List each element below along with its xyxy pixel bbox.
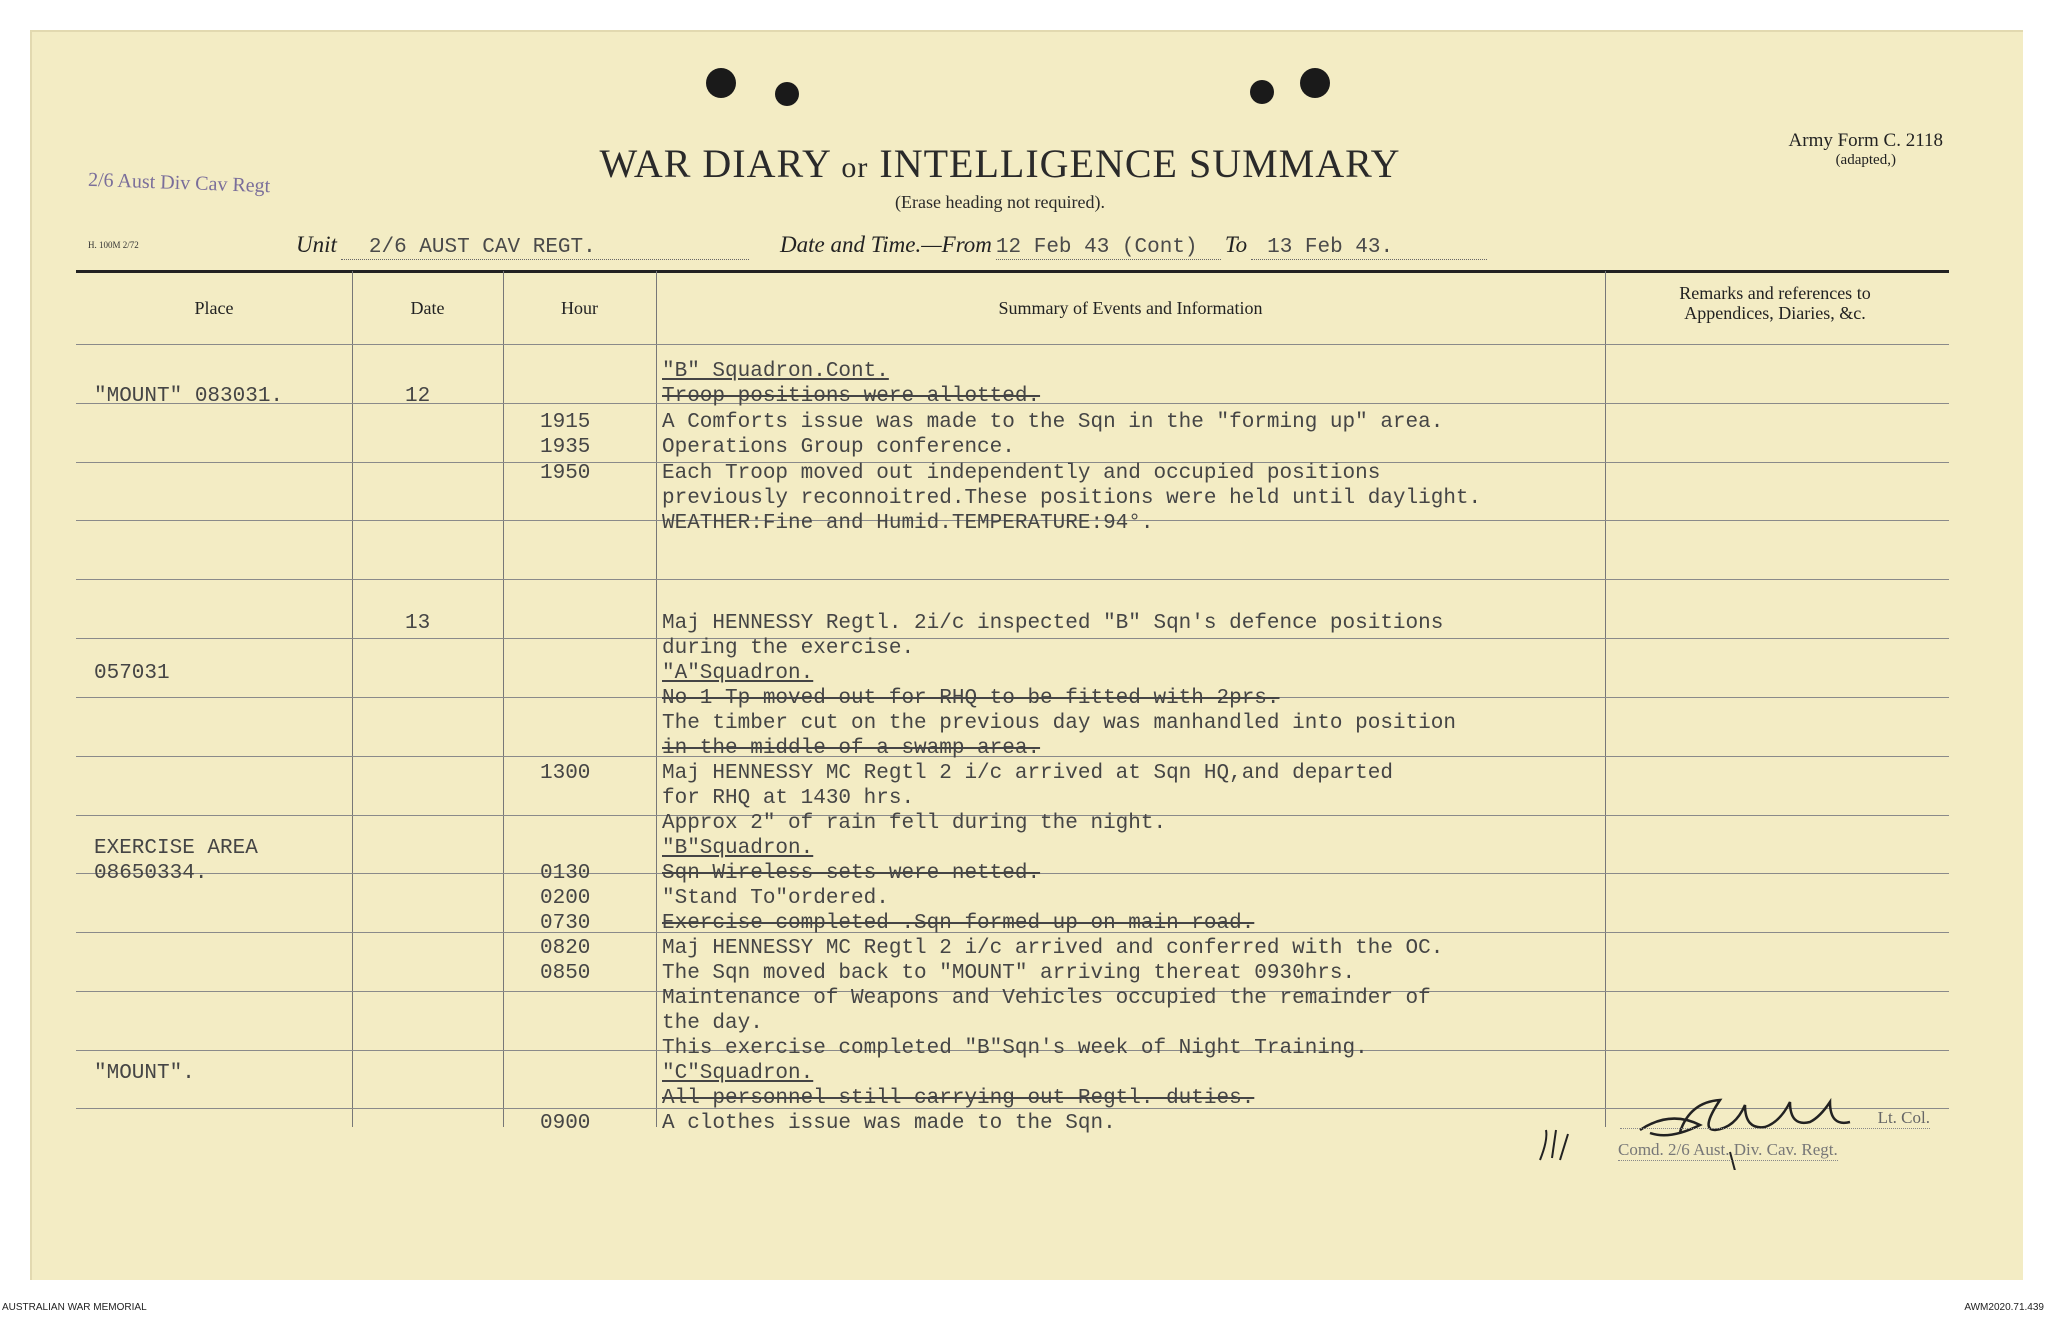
entry-summary-line: "Stand To"ordered. (662, 887, 889, 910)
entry-summary-line: previously reconnoitred.These positions were held until daylight. (662, 487, 1482, 510)
entry-summary-line: This exercise completed "B"Sqn's week of Night Training. (662, 1037, 1368, 1060)
entry-summary-line: A clothes issue was made to the Sqn. (662, 1112, 1116, 1135)
entry-summary-line: "B" Squadron.Cont. (662, 360, 889, 383)
unit-value: 2/6 AUST CAV REGT. (341, 236, 749, 260)
entry-hour: 0730 (540, 912, 591, 935)
entry-place: 057031 (94, 662, 170, 685)
footer-reference: AWM2020.71.439 (1964, 1302, 2044, 1313)
column-divider (1605, 271, 1606, 1127)
entry-summary-line: Exercise completed .Sqn formed up on main road. (662, 912, 1255, 935)
entry-summary-line: Operations Group conference. (662, 436, 1015, 459)
row-rule (76, 579, 1949, 580)
column-divider (503, 271, 504, 1127)
entry-summary-line: Each Troop moved out independently and occupied positions (662, 462, 1381, 485)
col-remarks: Remarks and references to Appendices, Diaries, &c. (1679, 283, 1871, 323)
column-divider (352, 271, 353, 1127)
unit-stamp: 2/6 Aust Div Cav Regt (87, 168, 271, 198)
entry-hour: 1935 (540, 436, 591, 459)
army-form-number: Army Form C. 2118 (adapted,) (1788, 130, 1943, 168)
entry-summary-line: All personnel still carrying out Regtl. duties. (662, 1087, 1255, 1110)
punch-hole (706, 68, 736, 98)
entry-hour: 0850 (540, 962, 591, 985)
entry-hour: 0200 (540, 887, 591, 910)
entry-summary-line: Troop positions were allotted. (662, 385, 1041, 408)
entry-summary-line: Maj HENNESSY MC Regtl 2 i/c arrived at Sqn HQ,and departed (662, 762, 1393, 785)
entry-summary-line: the day. (662, 1012, 763, 1035)
entry-summary-line: "B"Squadron. (662, 837, 814, 860)
col-summary: Summary of Events and Information (998, 298, 1263, 318)
punch-hole (1250, 80, 1274, 104)
unit-line: Unit 2/6 AUST CAV REGT. (296, 232, 749, 260)
entry-summary-line: WEATHER:Fine and Humid.TEMPERATURE:94°. (662, 512, 1154, 535)
entry-summary-line: Maj HENNESSY Regtl. 2i/c inspected "B" Sqn's defence positions (662, 612, 1444, 635)
signature-rank: Lt. Col. (1620, 1108, 1930, 1129)
entry-summary-line: in the middle of a swamp area. (662, 737, 1041, 760)
date-from: 12 Feb 43 (Cont) (996, 236, 1221, 260)
entry-summary-line: "C"Squadron. (662, 1062, 814, 1085)
entry-summary-line: Maj HENNESSY MC Regtl 2 i/c arrived and conferred with the OC. (662, 937, 1444, 960)
entry-date: 12 (405, 385, 431, 408)
footer-source: AUSTRALIAN WAR MEMORIAL (2, 1302, 147, 1313)
entry-place: EXERCISE AREA (94, 837, 258, 860)
punch-hole (775, 82, 799, 106)
col-hour: Hour (561, 298, 598, 318)
entry-place: "MOUNT" 083031. (94, 385, 284, 408)
entry-hour: 1300 (540, 762, 591, 785)
entry-summary-line: for RHQ at 1430 hrs. (662, 787, 915, 810)
date-to: 13 Feb 43. (1251, 236, 1487, 260)
print-code: H. 100M 2/72 (88, 240, 139, 250)
entry-summary-line: The Sqn moved back to "MOUNT" arriving thereat 0930hrs. (662, 962, 1356, 985)
entry-hour: 1915 (540, 411, 591, 434)
entry-date: 13 (405, 612, 431, 635)
form-subtitle: (Erase heading not required). (895, 192, 1105, 212)
entry-hour: 0130 (540, 862, 591, 885)
col-place: Place (194, 298, 234, 318)
entry-hour: 0900 (540, 1112, 591, 1135)
entry-summary-line: during the exercise. (662, 637, 915, 660)
entry-summary-line: "A"Squadron. (662, 662, 814, 685)
signature-command: Comd. 2/6 Aust. Div. Cav. Regt. (1618, 1140, 1838, 1159)
entry-summary-line: A Comforts issue was made to the Sqn in the "forming up" area. (662, 411, 1444, 434)
entry-summary-line: Sqn Wireless sets were netted. (662, 862, 1041, 885)
column-divider (656, 271, 657, 1127)
entry-place: "MOUNT". (94, 1062, 195, 1085)
entry-summary-line: Approx 2" of rain fell during the night. (662, 812, 1167, 835)
punch-hole (1300, 68, 1330, 98)
entry-hour: 1950 (540, 462, 591, 485)
table-top-rule (76, 270, 1949, 273)
entry-summary-line: No 1 Tp moved out for RHQ to be fitted with 2prs. (662, 687, 1280, 710)
row-rule (76, 344, 1949, 345)
form-title: WAR DIARY or INTELLIGENCE SUMMARY (599, 141, 1401, 186)
col-date: Date (410, 298, 445, 318)
row-rule (76, 638, 1949, 639)
entry-summary-line: Maintenance of Weapons and Vehicles occupied the remainder of (662, 987, 1431, 1010)
entry-place: 08650334. (94, 862, 208, 885)
entry-hour: 0820 (540, 937, 591, 960)
entry-summary-line: The timber cut on the previous day was manhandled into position (662, 712, 1456, 735)
date-line: Date and Time.—From 12 Feb 43 (Cont) To 13 Feb 43. (780, 232, 1487, 260)
